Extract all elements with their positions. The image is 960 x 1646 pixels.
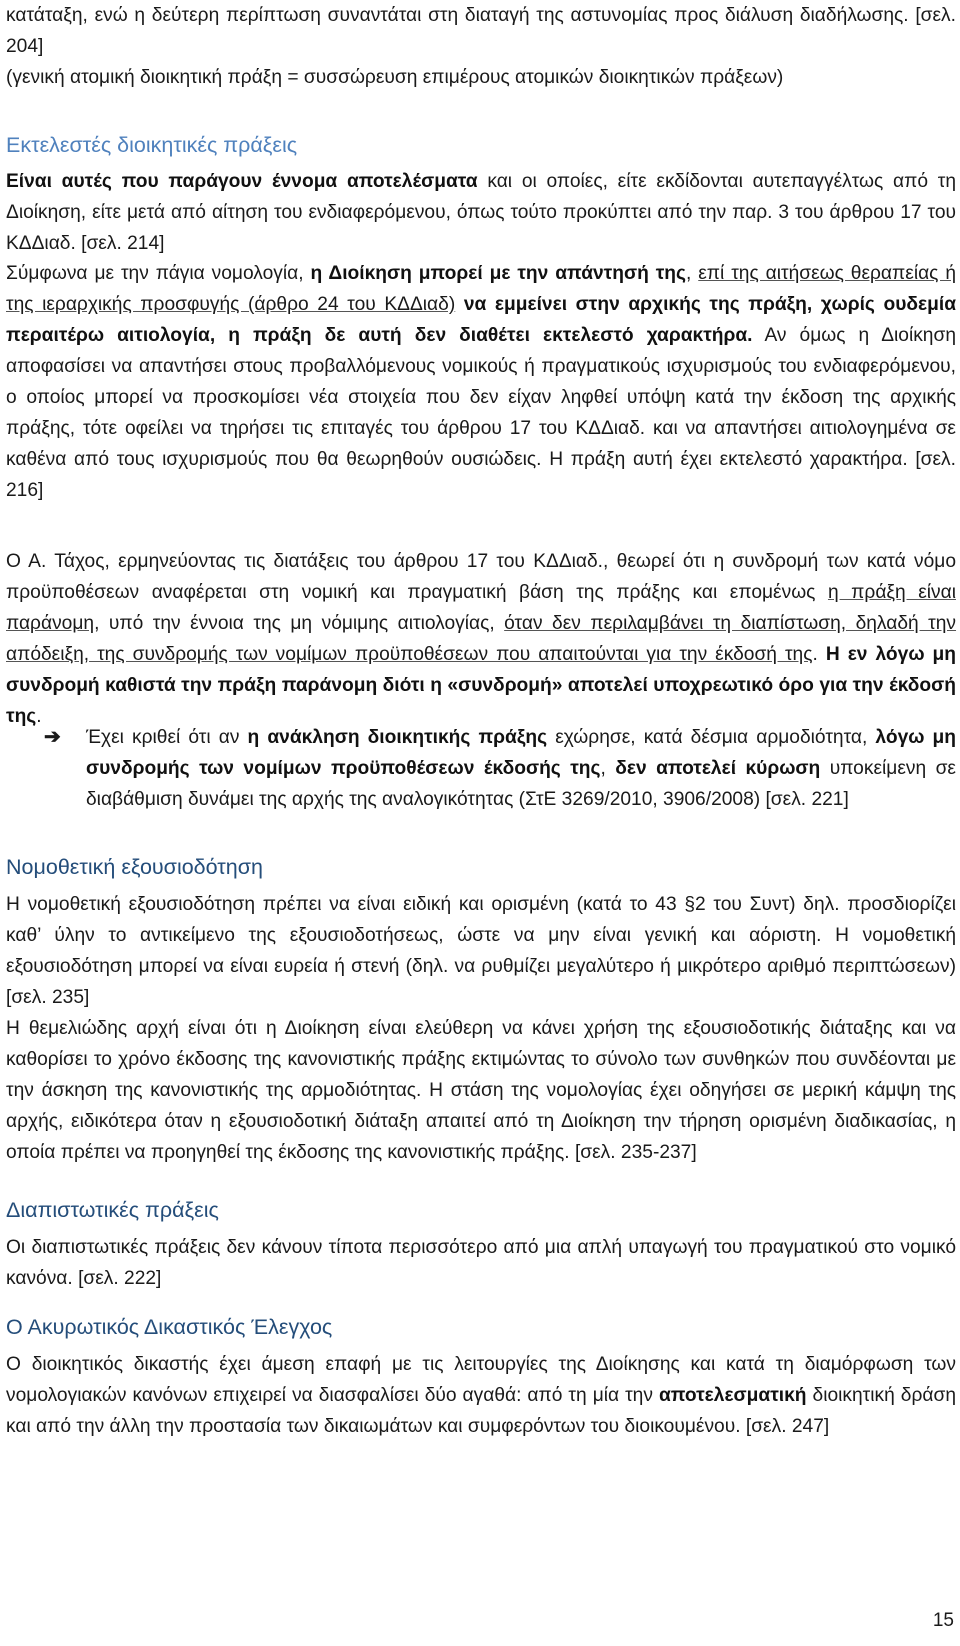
annulment-paragraph (6, 1349, 956, 1442)
executive-paragraph-1 (6, 166, 956, 259)
bullet-e: , (600, 758, 616, 779)
executive-p2-c: , (685, 263, 699, 284)
annulment-p1-bold: αποτελεσματική (658, 1385, 807, 1406)
executive-p1-text: και οι οποίες, είτε εκδίδονται αυτεπαγγέλτως από τη Διοίκηση, είτε μετά από αίτηση του ενδιαφερόμενου, όπως τούτο προκύπτει από την παρ. 3 του άρθρου 17 του ΚΔΔιαδ. [σελ. 214] (6, 171, 957, 254)
intro-paragraph: κατάταξη, ενώ η δεύτερη περίπτωση συναντάται στη διαταγή της αστυνομίας προς διάλυση διαδήλωσης. [σελ. 204] (6, 5, 956, 57)
legislative-paragraph-1: Η νομοθετική εξουσιοδότηση πρέπει να είναι ειδική και ορισμένη (κατά το 43 §2 του Συντ) δηλ. προσδιορίζει καθ’ ύλην το αντικείμενο της εξουσιοδοτήσεως, ώστε να μην είναι γενική και αόριστη. Η νομοθετική εξουσιοδότηση μπορεί να είναι ευρεία ή στενή (δηλ. να ρυθμίζει μεγαλύτερο ή μικρότερο αριθμό περιπτώσεων) [σελ. 235] (6, 894, 956, 1008)
bullet-a: Έχει κριθεί ότι αν (86, 727, 248, 748)
executive-paragraph-3 (6, 546, 956, 732)
executive-paragraph-2 (6, 258, 956, 506)
executive-p2-underlined: επί της αιτήσεως θεραπείας ή της ιεραρχικής προσφυγής (άρθρο 24 του ΚΔΔιαδ) (6, 263, 957, 315)
declaratory-paragraph: Οι διαπιστωτικές πράξεις δεν κάνουν τίποτα περισσότερο από μια απλή υπαγωγή του πραγματικού στο νομικό κανόνα. [σελ. 222] (6, 1237, 956, 1289)
arrow-bullet-text (86, 722, 956, 815)
executive-p2-f: Αν όμως η Διοίκηση αποφασίσει να απαντήσει στους προβαλλόμενους νομικούς ή πραγματικούς ισχυρισμούς του ενδιαφερόμενου, ο οποίος μπορεί να προσκομίσει νέα στοιχεία που δεν είχαν ληφθεί υπόψη κατά την έκδοση της αρχικής πράξης, τότε οφείλει να τηρήσει τις επιταγές του άρθρου 17 του ΚΔΔιαδ. και να απαντήσει αιτιολογημένα σε καθένα από τους ισχυρισμούς που θα θεωρηθούν ουσιώδεις. Η πράξη αυτή έχει εκτελεστό χαρακτήρα. [σελ. 216] (6, 325, 956, 501)
page-number: 15 (932, 1610, 954, 1631)
heading-executive-acts: Εκτελεστές διοικητικές πράξεις (6, 133, 298, 157)
annulment-p1-a: Ο διοικητικός δικαστής έχει άμεση επαφή με τις λειτουργίες της Διοίκησης και κατά τη διαμόρφωση των νομολογιακών κανόνων επιχειρεί να διασφαλίσει δύο αγαθά: από τη μία την (6, 1354, 956, 1406)
bullet-c: εχώρησε, κατά δέσμια αρμοδιότητα, (547, 727, 876, 748)
bullet-g: υποκείμενη σε διαβάθμιση δυνάμει της αρχής της αναλογικότητας (ΣτΕ 3269/2010, 3906/2008) [σελ. 221] (86, 758, 956, 810)
annulment-p1-c: διοικητική δράση και από την άλλη την προστασία των δικαιωμάτων και συμφερόντων του διοικουμένου. [σελ. 247] (6, 1385, 956, 1437)
executive-p3-underlined-2: όταν δεν περιλαμβάνει τη διαπίστωση, δηλαδή την απόδειξη, της συνδρομής των νομίμων προϋποθέσεων που απαιτούνται για την έκδοσή της (6, 613, 957, 665)
bullet-d: λόγω μη συνδρομής των νομίμων προϋποθέσεων έκδοσής της (86, 727, 957, 779)
heading-annulment-review: Ο Ακυρωτικός Δικαστικός Έλεγχος (6, 1315, 333, 1339)
executive-p3-bold: Η εν λόγω μη συνδρομή καθιστά την πράξη παράνομη διότι η «συνδρομή» αποτελεί υποχρεωτικό όρο για την έκδοσή της (6, 644, 956, 727)
heading-legislative-delegation: Νομοθετική εξουσιοδότηση (6, 855, 263, 879)
executive-p3-g: . (36, 706, 42, 727)
executive-p3-e: . (812, 644, 826, 665)
executive-p1-bold: Είναι αυτές που παράγουν έννομα αποτελέσματα (6, 171, 478, 192)
legislative-paragraph-2: Η θεμελιώδης αρχή είναι ότι η Διοίκηση είναι ελεύθερη να κάνει χρήση της εξουσιοδοτικής διάταξης και να καθορίσει το χρόνο έκδοσης της κανονιστικής πράξης εκτιμώντας το σύνολο των συνθηκών που συνδέονται με την άσκηση της κανονιστικής της αρμοδιότητας. Η στάση της νομολογίας έχει οδηγήσει σε μερική κάμψη της αρχής, ειδικότερα όταν η εξουσιοδοτική διάταξη απαιτεί από τη Διοίκηση την τήρηση ορισμένη διαδικασίας, η οποία πρέπει να προηγηθεί της έκδοσης της κανονιστικής πράξης. [σελ. 235-237] (6, 1018, 956, 1163)
executive-p3-c: , υπό την έννοια της μη νόμιμης αιτιολογίας, (94, 613, 505, 634)
heading-declaratory-acts: Διαπιστωτικές πράξεις (6, 1198, 219, 1222)
executive-p2-a: Σύμφωνα με την πάγια νομολογία, (6, 263, 311, 284)
executive-p2-e: να εμμείνει στην αρχικής της πράξη, χωρίς ουδεμία περαιτέρω αιτιολογία, η πράξη δε αυτή δεν διαθέτει εκτελεστό χαρακτήρα. (6, 294, 956, 346)
bullet-f: δεν αποτελεί κύρωση (615, 758, 821, 779)
intro-note: (γενική ατομική διοικητική πράξη = συσσώρευση επιμέρους ατομικών διοικητικών πράξεων) (6, 67, 784, 88)
arrow-right-icon: ➔ (44, 726, 61, 748)
executive-p3-underlined-1: η πράξη είναι παράνομη (6, 582, 956, 634)
bullet-b: η ανάκληση διοικητικής πράξης (247, 727, 548, 748)
executive-p2-b: η Διοίκηση μπορεί με την απάντησή της (310, 263, 686, 284)
executive-p3-a: Ο Α. Τάχος, ερμηνεύοντας τις διατάξεις του άρθρου 17 του ΚΔΔιαδ., θεωρεί ότι η συνδρομή των κατά νόμο προϋποθέσεων αναφέρεται στη νομική και πραγματική βάση της πράξης και επομένως (6, 551, 956, 603)
